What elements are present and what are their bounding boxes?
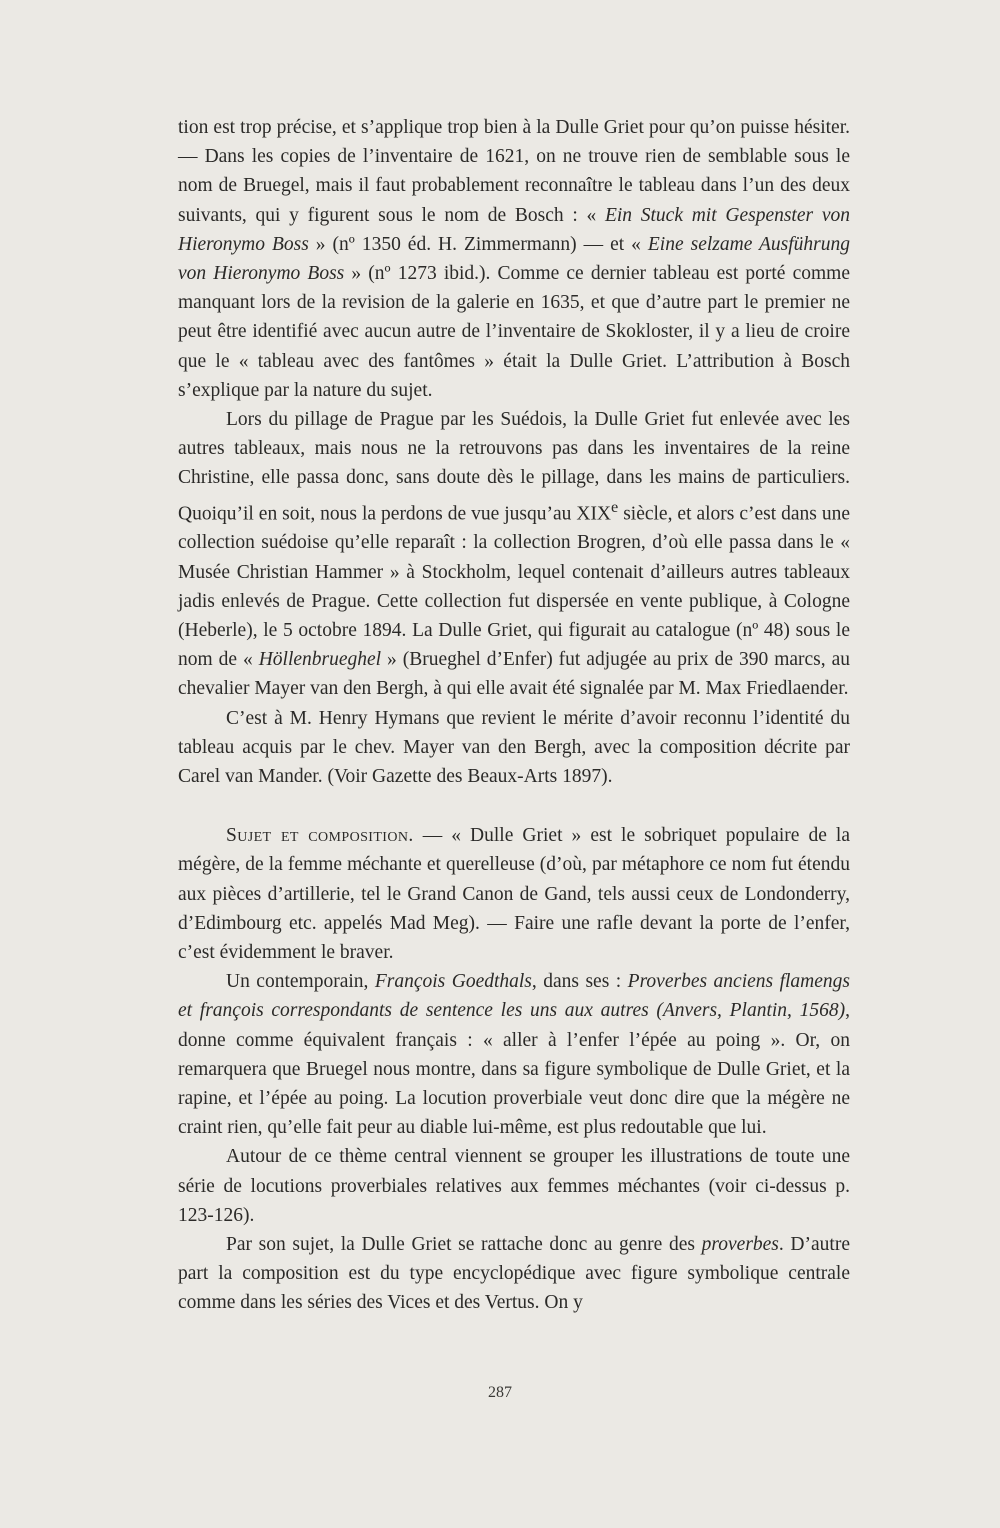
paragraph-3: C’est à M. Henry Hymans que revient le mérite d’avoir reconnu l’identité du tableau acquis par le chev. Mayer van den Bergh, avec la composition décrite par Carel van Mander. (Voir Gazette des Beaux-Arts 1897). [178, 707, 850, 787]
body-text [178, 113, 850, 1318]
paragraph-2: Lors du pillage de Prague par les Suédois, la Dulle Griet fut enlevée avec les autres tableaux, mais nous ne la retrouvons pas dans les inventaires de la reine Christine, elle passa donc, sans doute dès le pillage, dans les mains de particuliers. Quoiqu’il en soit, nous la perdons de vue jusqu’au XIXe siècle, et alors c’est dans une collection suédoise qu’elle reparaît : la collection Brogren, d’où elle passa dans le « Musée Christian Hammer » à Stockholm, lequel contenait d’ailleurs autres tableaux jadis enlevés de Prague. Cette collection fut dispersée en vente publique, à Cologne (Heberle), le 5 octobre 1894. La Dulle Griet, qui figurait au catalogue (nº 48) sous le nom de « Höllenbrueghel » (Brueghel d’Enfer) fut adjugée au prix de 390 marcs, au chevalier Mayer van den Bergh, à qui elle avait été signalée par M. Max Friedlaender. [178, 409, 850, 700]
paragraph-4-section-heading: Sujet et composition. — « Dulle Griet » est le sobriquet populaire de la mégère, de la femme méchante et querelleuse (d’où, par métaphore ce nom fut étendu aux pièces d’artillerie, tel le Grand Canon de Gand, tels aussi ceux de Londonderry, d’Edimbourg etc. appelés Mad Meg). — Faire une rafle devant la porte de l’enfer, c’est évidemment le braver. [178, 825, 850, 963]
paragraph-1: tion est trop précise, et s’applique trop bien à la Dulle Griet pour qu’on puisse hésiter. — Dans les copies de l’inventaire de 1621, on ne trouve rien de semblable sous le nom de Bruegel, mais il faut probablement reconnaître le tableau dans l’un des deux suivants, qui y figurent sous le nom de Bosch : « Ein Stuck mit Gespenster von Hieronymo Boss » (nº 1350 éd. H. Zimmermann) — et « Eine selzame Ausführung von Hieronymo Boss » (nº 1273 ibid.). Comme ce dernier tableau est porté comme manquant lors de la revision de la galerie en 1635, et que d’autre part le premier ne peut être identifié avec aucun autre de l’inventaire de Skokloster, il y a lieu de croire que le « tableau avec des fantômes » était la Dulle Griet. L’attribution à Bosch s’explique par la nature du sujet. [178, 117, 850, 401]
section-title: Sujet et composition. [226, 825, 414, 847]
paragraph-7: Par son sujet, la Dulle Griet se rattache donc au genre des proverbes. D’autre part la composition est du type encyclopédique avec figure symbolique centrale comme dans les séries des Vices et des Vertus. On y [178, 1234, 850, 1314]
page-number: 287 [488, 1384, 512, 1401]
paragraph-5: Un contemporain, François Goedthals, dans ses : Proverbes anciens flamengs et françois correspondants de sentence les uns aux autres (Anvers, Plantin, 1568), donne comme équivalent français : « aller à l’enfer l’épée au poing ». Or, on remarquera que Bruegel nous montre, dans sa figure symbolique de Dulle Griet, et la rapine, et l’épée au poing. La locution proverbiale veut donc dire que la mégère ne craint rien, qu’elle fait peur au diable lui-même, est plus redoutable que lui. [178, 971, 850, 1139]
paragraph-6: Autour de ce thème central viennent se grouper les illustrations de toute une série de locutions proverbiales relatives aux femmes méchantes (voir ci-dessus p. 123-126). [178, 1146, 850, 1226]
